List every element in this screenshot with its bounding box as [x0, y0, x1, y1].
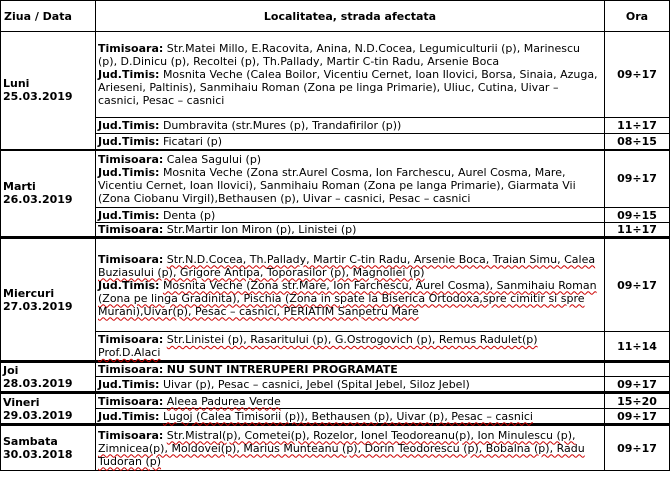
table-row: [1, 150, 670, 208]
region-label: Timisoara:: [98, 42, 164, 55]
header-location: Localitatea, strada afectata: [96, 1, 605, 32]
streets-text: Str.N.D.Cocea, Th.Pallady, Martir C-tin Radu, Arsenie Boca, Traian Simu, Calea Buziasului (p), Grigore Antipa, Toporasilor (p), Magnoliei (p): [98, 252, 596, 279]
streets-text: Mosnita Veche (Zona str.Mare, Ion Farchescu, Aurel Cosma), Sanmihaiu Roman (Zona pe linga Gradinita), Pischia (Zona in spate la Biserica Ortodoxa,spre cimitir si spre Murani),Uivar(p), Pesac – casnici, PERIATIM Sanpetru Mare: [98, 278, 597, 318]
location-cell: [96, 393, 605, 409]
time-cell: 08÷15: [605, 134, 670, 150]
streets-text: Str.Martir Ion Miron (p), Linistei (p): [166, 223, 357, 236]
day-date: 27.03.2019: [3, 299, 73, 313]
time-cell: 11÷17: [605, 118, 670, 134]
location-cell: [96, 377, 605, 393]
table-row: [1, 393, 670, 409]
table-row: [1, 362, 670, 377]
time-cell: [605, 362, 670, 377]
region-label: Timisoara:: [98, 394, 164, 408]
streets-text: Lugoj (Calea Timisorii (p)), Bethausen (p), Uivar (p), Pesac – casnici: [162, 409, 533, 423]
location-cell: [96, 118, 605, 134]
location-cell: [96, 150, 605, 208]
location-cell: [96, 362, 605, 377]
day-cell: [1, 425, 96, 471]
streets-text: Aleea Padurea Verde: [166, 394, 281, 408]
streets-text: Str.Mistral(p), Cometei(p), Rozelor, Ionel Teodoreanu(p), Ion Minulescu (p), Zimnicea(p), Moldovei(p), Marius Munteanu (p), Dorin Teodorescu (p), Bobalna (p), Radu Tudoran (p): [98, 428, 585, 468]
time-cell: 11÷14: [605, 332, 670, 362]
region-label: Jud.Timis:: [98, 134, 160, 148]
table-row: [1, 32, 670, 118]
region-label: Jud.Timis:: [98, 165, 160, 179]
region-label: Jud.Timis:: [98, 119, 160, 132]
location-cell: [96, 223, 605, 238]
day-name: Sambata: [3, 435, 58, 448]
table-row: [1, 238, 670, 332]
streets-text: Dumbravita (str.Mures (p), Trandafirilor (p)): [162, 119, 402, 132]
day-cell: [1, 362, 96, 393]
day-date: 30.03.2018: [3, 448, 73, 461]
location-cell: [96, 425, 605, 471]
table-row: [1, 223, 670, 238]
day-date: 29.03.2019: [3, 408, 73, 422]
table-row: [1, 118, 670, 134]
location-cell: [96, 238, 605, 332]
location-cell: [96, 134, 605, 150]
day-date: 25.03.2019: [3, 90, 73, 104]
time-cell: 11÷17: [605, 223, 670, 238]
region-label: Jud.Timis:: [98, 208, 160, 222]
region-label: Jud.Timis:: [98, 377, 160, 391]
day-cell: [1, 32, 96, 150]
day-cell: [1, 238, 96, 362]
location-cell: [96, 32, 605, 118]
location-cell: [96, 208, 605, 223]
table-row: [1, 377, 670, 393]
location-cell: [96, 332, 605, 362]
region-label: Timisoara:: [98, 333, 164, 346]
streets-text: Str.Matei Millo, E.Racovita, Anina, N.D.Cocea, Legumiculturii (p), Marinescu (p), D.Dinicu (p), Recoltei (p), Th.Pallady, Martir C-tin Radu, Arsenie Boca: [98, 42, 581, 68]
day-date: 26.03.2019: [3, 193, 73, 207]
streets-text: Denta (p): [162, 208, 216, 222]
time-cell: 09÷17: [605, 150, 670, 208]
header-time: Ora: [605, 1, 670, 32]
day-cell: [1, 150, 96, 238]
region-label: Timisoara:: [98, 252, 164, 266]
location-cell: [96, 409, 605, 425]
day-cell: [1, 393, 96, 425]
table-row: [1, 134, 670, 150]
day-date: 28.03.2019: [3, 377, 73, 390]
time-cell: 15÷20: [605, 393, 670, 409]
streets-text: Mosnita Veche (Zona str.Aurel Cosma, Ion Farchescu, Aurel Cosma, Mare, Vicentiu Cernet, Ioan Ilovici), Sanmihaiu Roman (Zona pe langa Primarie), Giarmata Vii (Zona Ciobanu Virgil),Bethausen (p), Uivar – casnici, Pesac – casnici: [98, 165, 576, 205]
day-name: Marti: [3, 180, 36, 194]
region-label: Timisoara:: [98, 223, 164, 236]
day-name: Luni: [3, 77, 30, 91]
streets-text: Uivar (p), Pesac – casnici, Jebel (Spital Jebel, Siloz Jebel): [162, 377, 470, 391]
day-name: Miercuri: [3, 286, 55, 300]
day-name: Joi: [3, 364, 19, 377]
region-label: Timisoara:: [98, 428, 164, 442]
streets-text: Str.Linistei (p), Rasaritului (p), G.Ostrogovich (p), Remus Radulet(p) Prof.D.Alaci: [98, 333, 538, 359]
streets-text: NU SUNT INTRERUPERI PROGRAMATE: [166, 363, 398, 376]
time-cell: 09÷15: [605, 208, 670, 223]
streets-text: Mosnita Veche (Calea Boilor, Vicentiu Cernet, Ioan Ilovici, Borsa, Sinaia, Azuga, Arieseni, Paltinis), Sanmihaiu Roman (Zona pe linga Primarie), Uliuc, Cutina, Uivar – casnici, Pesac – casnici: [98, 68, 598, 107]
time-cell: 09÷17: [605, 425, 670, 471]
day-name: Vineri: [3, 395, 40, 409]
time-cell: 09÷17: [605, 409, 670, 425]
region-label: Jud.Timis:: [98, 409, 160, 423]
region-label: Jud.Timis:: [98, 68, 160, 81]
table-row: [1, 409, 670, 425]
time-cell: 09÷17: [605, 377, 670, 393]
time-cell: 09÷17: [605, 238, 670, 332]
time-cell: 09÷17: [605, 32, 670, 118]
streets-text: Calea Sagului (p): [166, 152, 262, 166]
table-row: [1, 425, 670, 471]
streets-text: Ficatari (p): [162, 134, 223, 148]
region-label: Jud.Timis:: [98, 278, 160, 292]
header-day: Ziua / Data: [1, 1, 96, 32]
table-row: [1, 332, 670, 362]
region-label: Timisoara:: [98, 152, 164, 166]
region-label: Timisoara:: [98, 363, 164, 376]
table-row: [1, 208, 670, 223]
